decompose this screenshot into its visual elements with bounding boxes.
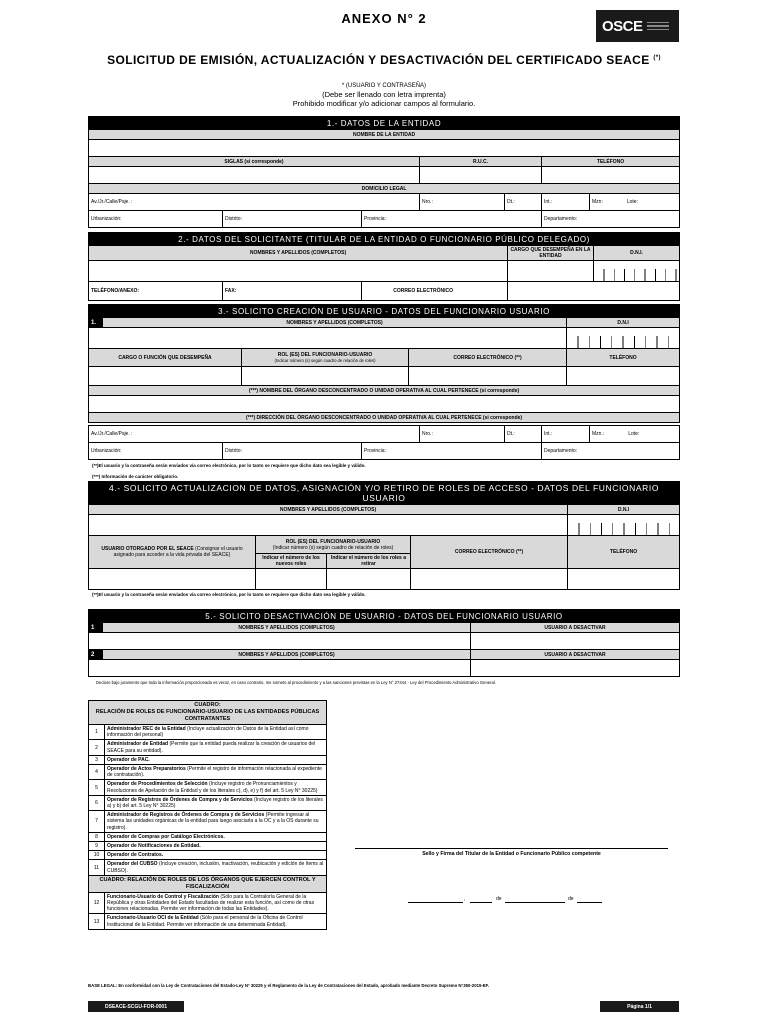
label-s3-organo: (***) NOMBRE DEL ÓRGANO DESCONCENTRADO O UNIDAD OPERATIVA AL CUAL PERTENECE (si corresponde) xyxy=(89,386,680,396)
input-telefono[interactable] xyxy=(542,167,680,184)
field-provincia[interactable]: Provincia: xyxy=(362,211,542,228)
section-2-header: 2.- DATOS DEL SOLICITANTE (TITULAR DE LA ENTIDAD O FUNCIONARIO PÚBLICO DELEGADO) xyxy=(89,233,680,246)
input-s3-telefono[interactable] xyxy=(567,367,680,386)
field-s3-dt[interactable]: Dt.: xyxy=(505,426,542,443)
label-s4-usuario: USUARIO OTORGADO POR EL SEACE (Consignar el usuario asignado para acceder a la vida privada del SEACE) xyxy=(89,536,256,569)
section-1-header: 1.- DATOS DE LA ENTIDAD xyxy=(89,117,680,130)
section-5-table xyxy=(88,609,680,677)
role-number: 2 xyxy=(89,740,105,755)
s4-footnote: (**)El usuario y la contraseña serán enviados vía correo electrónico, por lo tanto se requiere que dicho dato sea legible y válido. xyxy=(92,592,366,597)
input-s4-dni[interactable] xyxy=(568,515,680,536)
role-number: 10 xyxy=(89,851,105,860)
roles-table-header: CUADRO: RELACIÓN DE ROLES DE FUNCIONARIO-USUARIO DE LAS ENTIDADES PÚBLICAS CONTRATANTES xyxy=(89,701,327,725)
role-row xyxy=(89,755,327,764)
s5-row2-number: 2 xyxy=(89,650,103,660)
section-4-table xyxy=(88,481,680,590)
field-s2-fax[interactable]: FAX: xyxy=(223,282,362,301)
roles-table xyxy=(88,700,327,930)
role-row xyxy=(89,811,327,833)
date-line-day[interactable] xyxy=(470,902,492,903)
role-number: 3 xyxy=(89,755,105,764)
field-dt[interactable]: Dt.: xyxy=(505,194,542,211)
field-s2-correo-label: CORREO ELECTRÓNICO xyxy=(362,282,508,301)
s3-row-number: 1. xyxy=(89,318,103,328)
input-s5-nombres-2[interactable] xyxy=(89,660,471,677)
label-siglas: SIGLAS (si corresponde) xyxy=(89,157,420,167)
input-siglas[interactable] xyxy=(89,167,420,184)
declaration-text: Declaro bajo juramento que toda la información proporcionada es veraz, en caso contrario, me someto al procedimiento y a las sanciones previstas en la Ley N° 27444 - Ley del Procedimiento Administrativo General. xyxy=(96,680,496,685)
role-row xyxy=(89,842,327,851)
role-number: 13 xyxy=(89,914,105,929)
date-comma: , xyxy=(464,896,466,902)
field-distrito[interactable]: Distrito: xyxy=(223,211,362,228)
role-description: Operador del CUBSO (Incluye creación, inclusión, inactivación, reubicación y edición de ítems al CUBSO). xyxy=(105,860,327,875)
label-s3-correo: CORREO ELECTRÓNICO (**) xyxy=(409,349,567,367)
field-s3-distrito[interactable]: Distrito: xyxy=(223,443,362,460)
label-telefono: TELÉFONO xyxy=(542,157,680,167)
input-s2-cargo[interactable] xyxy=(508,261,594,282)
input-nombre-entidad[interactable] xyxy=(89,140,680,157)
role-description: Administrador de Registros de Órdenes de Compra y de Servicios (Permite ingresar al sistema las unidades orgánicas de la entidad para luego asociarla a la OC y a la OS durante su registro). xyxy=(105,811,327,833)
date-line-place[interactable] xyxy=(408,902,463,903)
label-s3-dni: D.N.I xyxy=(567,318,680,328)
note-imprenta: (Debe ser llenado con letra imprenta) xyxy=(322,90,446,99)
role-number: 1 xyxy=(89,725,105,740)
label-s4-nuevos: Indicar el número de los nuevos roles xyxy=(256,554,327,569)
role-number: 4 xyxy=(89,765,105,780)
label-ruc: R.U.C. xyxy=(420,157,542,167)
label-s4-nombres: NOMBRES Y APELLIDOS (COMPLETOS) xyxy=(89,505,568,515)
section-4-header: 4.- SOLICITO ACTUALIZACION DE DATOS, ASIGNACIÓN Y/O RETIRO DE ROLES DE ACCESO - DATOS DEL FUNCIONARIO USUARIO xyxy=(89,482,680,505)
role-row xyxy=(89,832,327,841)
field-nro[interactable]: Nro.: xyxy=(420,194,505,211)
section-2-table xyxy=(88,232,680,301)
label-s2-cargo: CARGO QUE DESEMPEÑA EN LA ENTIDAD xyxy=(508,246,594,261)
input-s3-nombres[interactable] xyxy=(89,328,567,349)
input-ruc[interactable] xyxy=(420,167,542,184)
input-s4-nuevos[interactable] xyxy=(256,569,327,590)
date-line-year[interactable] xyxy=(577,902,602,903)
label-s3-cargo: CARGO O FUNCIÓN QUE DESEMPEÑA xyxy=(89,349,242,367)
osce-logo xyxy=(596,10,679,42)
role-description: Administrador REC de la Entidad (Incluye actualización de Datos de la Entidad así como información del personal) xyxy=(105,725,327,740)
field-s3-provincia[interactable]: Provincia: xyxy=(362,443,542,460)
anexo-title: ANEXO N° 2 xyxy=(341,11,427,26)
date-de-2: de xyxy=(568,896,574,902)
role-description: Administrador de Entidad (Permite que la entidad pueda realizar la creación de usuarios del SEACE para su entidad). xyxy=(105,740,327,755)
label-s3-direccion: (***) DIRECCIÓN DEL ÓRGANO DESCONCENTRADO O UNIDAD OPERATIVA AL CUAL PERTENECE (si corresponde) xyxy=(89,413,680,423)
role-number: 9 xyxy=(89,842,105,851)
input-s5-nombres-1[interactable] xyxy=(89,633,471,650)
signature-label: Sello y Firma del Titular de la Entidad o Funcionario Público competente xyxy=(422,851,601,857)
base-legal: BASE LEGAL: En conformidad con la Ley de Contrataciones del Estado-Ley N° 30225 y el Reglamento de la Ley de Contrataciones del Estado, aprobado mediante Decreto Supremo N°350-2015-EF. xyxy=(88,983,490,988)
s5-row1-number: 1 xyxy=(89,623,103,633)
label-s4-telefono: TELÉFONO xyxy=(568,536,680,569)
role-row xyxy=(89,914,327,929)
role-row xyxy=(89,851,327,860)
form-code: DSEACE-SCGU-FOR-0001 xyxy=(88,1001,184,1012)
field-urb[interactable]: Urbanización: xyxy=(89,211,223,228)
signature-line xyxy=(355,848,668,849)
role-description: Operador de Procedimientos de Selección (Incluye registro de Pronunciamientos y Resoluciones de Apelación de la Entidad y de los literales c), d), e) y f) del art. 5 Ley N° 30225) xyxy=(105,780,327,795)
role-row xyxy=(89,795,327,810)
role-row xyxy=(89,740,327,755)
role-number: 8 xyxy=(89,832,105,841)
role-number: 7 xyxy=(89,811,105,833)
field-av[interactable]: Av./Jr./Calle/Psje. : xyxy=(89,194,420,211)
label-s4-correo: CORREO ELECTRÓNICO (**) xyxy=(411,536,568,569)
logo-text: OSCE xyxy=(602,17,643,35)
date-line-month[interactable] xyxy=(505,902,565,903)
role-number: 12 xyxy=(89,892,105,914)
role-description: Operador de Actos Preparatorios (Permite el registro de información relacionada al expediente de contratación). xyxy=(105,765,327,780)
section-3-address-table xyxy=(88,425,680,460)
input-s3-cargo[interactable] xyxy=(89,367,242,386)
field-s3-mzn-lote[interactable]: Mzn.: Lote: xyxy=(590,426,680,443)
input-s2-nombres[interactable] xyxy=(89,261,508,282)
input-s3-rol[interactable] xyxy=(242,367,409,386)
section-1-table xyxy=(88,116,680,228)
role-description: Funcionario-Usuario OCI de la Entidad (Sólo para el personal de la Oficina de Control Institucional de la Entidad. Permite ver información de una determinada Entidad). xyxy=(105,914,327,929)
role-description: Operador de PAC. xyxy=(105,755,327,764)
input-s4-nombres[interactable] xyxy=(89,515,568,536)
input-s4-usuario[interactable] xyxy=(89,569,256,590)
form-title: SOLICITUD DE EMISIÓN, ACTUALIZACIÓN Y DESACTIVACIÓN DEL CERTIFICADO SEACE (*) xyxy=(107,53,661,67)
role-row xyxy=(89,860,327,875)
input-s5-usuario-1[interactable] xyxy=(471,633,680,650)
note-usuario: * (USUARIO Y CONTRASEÑA) xyxy=(341,83,427,89)
role-number: 11 xyxy=(89,860,105,875)
role-description: Operador de Contratos. xyxy=(105,851,327,860)
input-s4-retirar[interactable] xyxy=(327,569,411,590)
label-s4-retirar: Indicar el número de los roles a retirar xyxy=(327,554,411,569)
field-s3-int[interactable]: Int.: xyxy=(542,426,590,443)
label-s5-nombres-1: NOMBRES Y APELLIDOS (COMPLETOS) xyxy=(103,623,471,633)
input-s3-dni[interactable] xyxy=(567,328,680,349)
role-row xyxy=(89,765,327,780)
section-3-table xyxy=(88,304,680,423)
roles-control-header: CUADRO: RELACIÓN DE ROLES DE LOS ÓRGANOS QUE EJERCEN CONTROL Y FISCALIZACIÓN xyxy=(89,875,327,892)
section-5-header: 5.- SOLICITO DESACTIVACIÓN DE USUARIO - DATOS DEL FUNCIONARIO USUARIO xyxy=(89,610,680,623)
field-s2-tel[interactable]: TELÉFONO/ANEXO: xyxy=(89,282,223,301)
label-s2-dni: D.N.I. xyxy=(594,246,680,261)
label-domicilio: DOMICILIO LEGAL xyxy=(89,184,680,194)
input-s4-telefono[interactable] xyxy=(568,569,680,590)
field-s3-nro[interactable]: Nro.: xyxy=(420,426,505,443)
s3-footnote-1: (**)El usuario y la contraseña serán enviados vía correo electrónico, por lo tanto se requiere que dicho dato sea legible y válido. xyxy=(92,463,366,468)
label-nombre-entidad: NOMBRE DE LA ENTIDAD xyxy=(89,130,680,140)
input-s4-correo[interactable] xyxy=(411,569,568,590)
role-description: Operador de Compras por Catálogo Electrónicos. xyxy=(105,832,327,841)
label-s3-nombres: NOMBRES Y APELLIDOS (COMPLETOS) xyxy=(103,318,567,328)
input-s2-dni[interactable] xyxy=(594,261,680,282)
field-mzn-lote[interactable]: Mzn: Lote: xyxy=(590,194,680,211)
field-s3-departamento[interactable]: Departamento: xyxy=(542,443,680,460)
label-s3-rol: ROL (ES) DEL FUNCIONARIO-USUARIO (Indicar número (s) según cuadro de relación de roles) xyxy=(242,349,409,367)
logo-lines xyxy=(647,22,669,31)
role-description: Operador de Registros de Órdenes de Compra y de Servicios (Incluye registro de los literales a) y b) del art. 5 Ley N° 30225) xyxy=(105,795,327,810)
field-departamento[interactable]: Departamento: xyxy=(542,211,680,228)
input-s2-correo[interactable] xyxy=(508,282,680,301)
label-s3-telefono: TELÉFONO xyxy=(567,349,680,367)
note-prohibido: Prohibido modificar y/o adicionar campos al formulario. xyxy=(292,99,476,108)
field-int[interactable]: Int.: xyxy=(542,194,590,211)
label-s5-usuario-1: USUARIO A DESACTIVAR xyxy=(471,623,680,633)
input-s5-usuario-2[interactable] xyxy=(471,660,680,677)
role-description: Funcionario-Usuario de Control y Fiscalización (Sólo para la Contraloría General de la República y otras Entidades del Estado facultadas de realizar esta función, así como de otras funciones relacionadas. Permite ver información de todas las Entidades). xyxy=(105,892,327,914)
label-s5-usuario-2: USUARIO A DESACTIVAR xyxy=(471,650,680,660)
label-s4-rol: ROL (ES) DEL FUNCIONARIO-USUARIO (Indicar número (s) según cuadro de relación de roles) xyxy=(256,536,411,554)
page-number: Página 1/1 xyxy=(600,1001,679,1012)
role-row xyxy=(89,892,327,914)
role-number: 5 xyxy=(89,780,105,795)
input-s3-organo[interactable] xyxy=(89,396,680,413)
label-s4-dni: D.N.I xyxy=(568,505,680,515)
role-description: Operador de Notificaciones de Entidad. xyxy=(105,842,327,851)
s3-footnote-2: (***) Información de carácter obligatorio. xyxy=(92,474,179,479)
role-row xyxy=(89,780,327,795)
label-s5-nombres-2: NOMBRES Y APELLIDOS (COMPLETOS) xyxy=(103,650,471,660)
section-3-header: 3.- SOLICITO CREACIÓN DE USUARIO - DATOS DEL FUNCIONARIO USUARIO xyxy=(89,305,680,318)
role-number: 6 xyxy=(89,795,105,810)
role-row xyxy=(89,725,327,740)
field-s3-urb[interactable]: Urbanización: xyxy=(89,443,223,460)
input-s3-correo[interactable] xyxy=(409,367,567,386)
label-s2-nombres: NOMBRES Y APELLIDOS (COMPLETOS) xyxy=(89,246,508,261)
date-de-1: de xyxy=(496,896,502,902)
field-s3-av[interactable]: Av./Jr./Calle/Psje. : xyxy=(89,426,420,443)
